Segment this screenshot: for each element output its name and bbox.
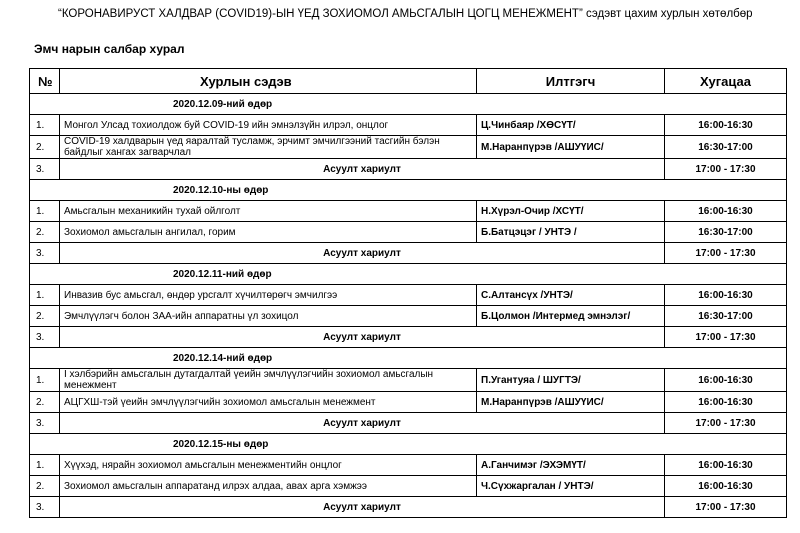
document-title: “КОРОНАВИРУСТ ХАЛДВАР (COVID19)-ЫН ҮЕД ЗОХИОМОЛ АМЬСГАЛЫН ЦОГЦ МЕНЕЖМЕНТ” сэдэвт цахим хурлын хөтөлбөр <box>58 8 753 20</box>
time-cell: 16:00-16:30 <box>665 392 787 413</box>
topic-cell: Монгол Улсад тохиолдож буй COVID-19 ийн эмнэлзүйн илрэл, онцлог <box>60 115 477 136</box>
row-number: 3. <box>30 327 60 348</box>
speaker-cell: Н.Хүрэл-Очир /ХСҮТ/ <box>477 201 665 222</box>
speaker-cell: Ц.Чинбаяр /ХӨСҮТ/ <box>477 115 665 136</box>
table-row <box>30 201 787 222</box>
row-number: 1. <box>30 201 60 222</box>
time-cell: 17:00 - 17:30 <box>665 413 787 434</box>
table-row <box>30 243 787 264</box>
topic-cell: Хүүхэд, нярайн зохиомол амьсгалын менежментийн онцлог <box>60 455 477 476</box>
table-row <box>30 222 787 243</box>
date-label: 2020.12.11-ний өдөр <box>30 264 787 285</box>
table-row <box>30 476 787 497</box>
column-header-number: № <box>30 69 60 94</box>
speaker-cell: М.Наранпүрэв /АШУҮИС/ <box>477 392 665 413</box>
time-cell: 17:00 - 17:30 <box>665 159 787 180</box>
row-number: 2. <box>30 392 60 413</box>
time-cell: 16:00-16:30 <box>665 476 787 497</box>
date-label: 2020.12.09-ний өдөр <box>30 94 787 115</box>
qa-label: Асуулт хариулт <box>60 497 665 518</box>
table-row <box>30 306 787 327</box>
schedule-body <box>30 94 787 518</box>
qa-label: Асуулт хариулт <box>60 413 665 434</box>
row-number: 2. <box>30 136 60 159</box>
time-cell: 16:30-17:00 <box>665 306 787 327</box>
date-label: 2020.12.10-ны өдөр <box>30 180 787 201</box>
row-number: 2. <box>30 306 60 327</box>
table-row <box>30 285 787 306</box>
date-row <box>30 180 787 201</box>
topic-cell: АЦГХШ-тэй үеийн эмчлүүлэгчийн зохиомол амьсгалын менежмент <box>60 392 477 413</box>
time-cell: 16:00-16:30 <box>665 115 787 136</box>
qa-label: Асуулт хариулт <box>60 327 665 348</box>
time-cell: 17:00 - 17:30 <box>665 243 787 264</box>
row-number: 3. <box>30 497 60 518</box>
table-row <box>30 455 787 476</box>
speaker-cell: А.Ганчимэг /ЭХЭМҮТ/ <box>477 455 665 476</box>
table-row <box>30 392 787 413</box>
time-cell: 17:00 - 17:30 <box>665 497 787 518</box>
column-header-topic: Хурлын сэдэв <box>60 69 477 94</box>
speaker-cell: П.Угантуяа / ШУГТЭ/ <box>477 369 665 392</box>
time-cell: 16:30-17:00 <box>665 222 787 243</box>
column-header-time: Хугацаа <box>665 69 787 94</box>
date-row <box>30 434 787 455</box>
date-label: 2020.12.14-ний өдөр <box>30 348 787 369</box>
speaker-cell: Б.Цолмон /Интермед эмнэлэг/ <box>477 306 665 327</box>
row-number: 1. <box>30 115 60 136</box>
time-cell: 17:00 - 17:30 <box>665 327 787 348</box>
time-cell: 16:00-16:30 <box>665 201 787 222</box>
time-cell: 16:00-16:30 <box>665 285 787 306</box>
speaker-cell: С.Алтансүх /УНТЭ/ <box>477 285 665 306</box>
topic-cell: Зохиомол амьсгалын аппаратанд илрэх алдаа, авах арга хэмжээ <box>60 476 477 497</box>
time-cell: 16:00-16:30 <box>665 455 787 476</box>
section-subtitle: Эмч нарын салбар хурал <box>34 42 185 56</box>
row-number: 2. <box>30 222 60 243</box>
date-row <box>30 348 787 369</box>
date-row <box>30 94 787 115</box>
time-cell: 16:30-17:00 <box>665 136 787 159</box>
date-label: 2020.12.15-ны өдөр <box>30 434 787 455</box>
speaker-cell: М.Наранпүрэв /АШУҮИС/ <box>477 136 665 159</box>
row-number: 3. <box>30 413 60 434</box>
topic-cell: Амьсгалын механикийн тухай ойлголт <box>60 201 477 222</box>
topic-cell: COVID-19 халдварын үед яаралтай тусламж, эрчимт эмчилгээний тасгийн бэлэн байдлыг хангах загварчлал <box>60 136 477 159</box>
row-number: 2. <box>30 476 60 497</box>
topic-cell: Инвазив бус амьсгал, өндөр урсгалт хүчилтөрөгч эмчилгээ <box>60 285 477 306</box>
qa-label: Асуулт хариулт <box>60 159 665 180</box>
row-number: 1. <box>30 369 60 392</box>
table-row <box>30 413 787 434</box>
table-row <box>30 497 787 518</box>
topic-cell: I хэлбэрийн амьсгалын дутагдалтай үеийн эмчлүүлэгчийн зохиомол амьсгалын менежмент <box>60 369 477 392</box>
schedule-table <box>29 68 787 518</box>
table-row <box>30 369 787 392</box>
table-row <box>30 115 787 136</box>
topic-cell: Зохиомол амьсгалын ангилал, горим <box>60 222 477 243</box>
table-row <box>30 327 787 348</box>
row-number: 3. <box>30 243 60 264</box>
row-number: 1. <box>30 285 60 306</box>
qa-label: Асуулт хариулт <box>60 243 665 264</box>
speaker-cell: Б.Батцэцэг / УНТЭ / <box>477 222 665 243</box>
topic-cell: Эмчлүүлэгч болон ЗАА-ийн аппаратны үл зохицол <box>60 306 477 327</box>
column-header-speaker: Илтгэгч <box>477 69 665 94</box>
time-cell: 16:00-16:30 <box>665 369 787 392</box>
date-row <box>30 264 787 285</box>
row-number: 3. <box>30 159 60 180</box>
table-row <box>30 159 787 180</box>
speaker-cell: Ч.Сүхжаргалан / УНТЭ/ <box>477 476 665 497</box>
table-header-row <box>30 69 787 94</box>
table-row <box>30 136 787 159</box>
row-number: 1. <box>30 455 60 476</box>
